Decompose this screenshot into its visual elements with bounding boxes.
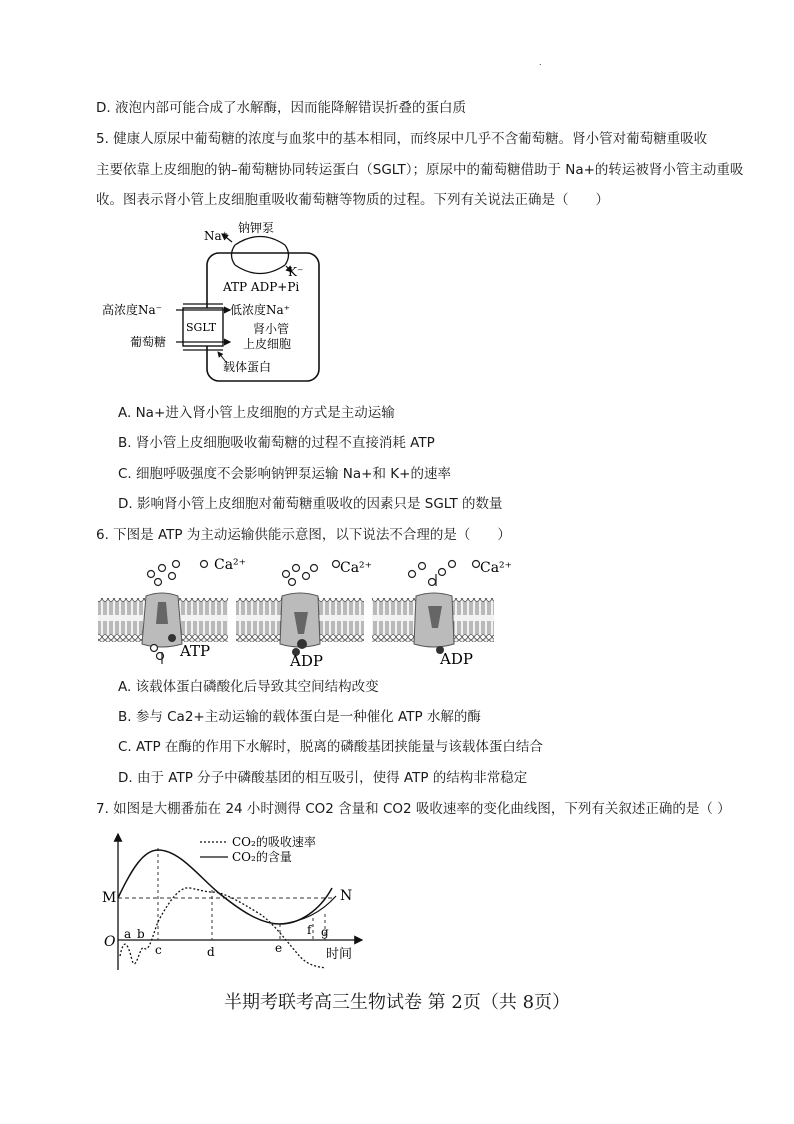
q7-time-label: 时间 bbox=[326, 947, 353, 962]
q5-stem-line3: 收。图表示肾小管上皮细胞重吸收葡萄糖等物质的过程。下列有关说法正确是（ ） bbox=[96, 192, 609, 208]
q6-ca-label-3: Ca²⁺ bbox=[480, 560, 513, 576]
q7-o-label: O bbox=[104, 934, 116, 950]
q5-option-d: D. 影响肾小管上皮细胞对葡萄糖重吸收的因素只是 SGLT 的数量 bbox=[118, 496, 503, 512]
q6-option-c: C. ATP 在酶的作用下水解时，脱离的磷酸基团挟能量与该载体蛋白结合 bbox=[118, 739, 543, 755]
q5-option-c: C. 细胞呼吸强度不会影响钠钾泵运输 Na+和 K+的速率 bbox=[118, 466, 451, 482]
q5-pump-label: 钠钾泵 bbox=[238, 221, 275, 235]
page-speck: . bbox=[539, 58, 542, 67]
q7-graph bbox=[100, 828, 370, 974]
q7-d-label: d bbox=[207, 945, 215, 959]
q5-cell-label-1: 肾小管 bbox=[253, 322, 290, 336]
q5-carrier-label: 载体蛋白 bbox=[223, 360, 272, 374]
q6-ca-label-1: Ca²⁺ bbox=[214, 557, 247, 573]
q6-option-a: A. 该载体蛋白磷酸化后导致其空间结构改变 bbox=[118, 679, 379, 695]
q6-diagram bbox=[96, 552, 526, 670]
q5-sglt-label: SGLT bbox=[186, 321, 217, 334]
q5-glucose-label: 葡萄糖 bbox=[130, 335, 167, 349]
q5-cell-label-2: 上皮细胞 bbox=[243, 337, 292, 351]
q5-option-b: B. 肾小管上皮细胞吸收葡萄糖的过程不直接消耗 ATP bbox=[118, 435, 435, 451]
q5-atp-label: ATP ADP+Pi bbox=[223, 280, 300, 294]
q5-diagram bbox=[100, 220, 330, 390]
q7-f-label: f bbox=[307, 923, 312, 937]
q6-atp-label: ATP bbox=[180, 642, 211, 660]
q6-option-d: D. 由于 ATP 分子中磷酸基团的相互吸引，使得 ATP 的结构非常稳定 bbox=[118, 770, 528, 786]
q6-adp-label-1: ADP bbox=[290, 652, 323, 670]
q6-stem: 6. 下图是 ATP 为主动运输供能示意图，以下说法不合理的是（ ） bbox=[96, 527, 511, 543]
q6-ca-label-2: Ca²⁺ bbox=[340, 560, 373, 576]
q5-low-na-label: 低浓度Na⁺ bbox=[230, 303, 290, 317]
q7-legend-dotted: CO₂的吸收速率 bbox=[232, 835, 316, 849]
q5-na-top-label: Na⁺ bbox=[204, 229, 228, 243]
q5-stem-line1: 5. 健康人原尿中葡萄糖的浓度与血浆中的基本相同，而终尿中几乎不含葡萄糖。肾小管对葡萄糖重吸收 bbox=[96, 131, 708, 147]
q7-e-label: e bbox=[275, 941, 283, 955]
q6-adp-label-2: ADP bbox=[440, 650, 473, 668]
q7-c-label: c bbox=[155, 943, 162, 957]
q5-stem-line2: 主要依靠上皮细胞的钠–葡萄糖协同转运蛋白（SGLT）；原尿中的葡萄糖借助于 Na+的转运被肾小管主动重吸 bbox=[96, 162, 744, 178]
q5-option-a: A. Na+进入肾小管上皮细胞的方式是主动运输 bbox=[118, 405, 395, 421]
q7-g-label: g bbox=[321, 925, 329, 939]
q7-stem: 7. 如图是大棚番茄在 24 小时测得 CO2 含量和 CO2 吸收速率的变化曲线图，下列有关叙述正确的是（ ） bbox=[96, 801, 731, 817]
q7-a-label: a bbox=[124, 927, 132, 941]
q7-b-label: b bbox=[137, 927, 145, 941]
q7-legend-solid: CO₂的含量 bbox=[232, 850, 292, 864]
q5-high-na-label: 高浓度Na⁻ bbox=[102, 303, 162, 317]
q6-option-b: B. 参与 Ca2+主动运输的载体蛋白是一种催化 ATP 水解的酶 bbox=[118, 709, 481, 725]
q7-n-label: N bbox=[340, 888, 353, 904]
q4-option-d: D. 液泡内部可能合成了水解酶，因而能降解错误折叠的蛋白质 bbox=[96, 100, 466, 116]
page-footer: 半期考联考高三生物试卷 第 2页（共 8页） bbox=[223, 992, 571, 1013]
q5-k-label: K⁻ bbox=[288, 265, 304, 279]
q7-m-label: M bbox=[102, 890, 117, 906]
